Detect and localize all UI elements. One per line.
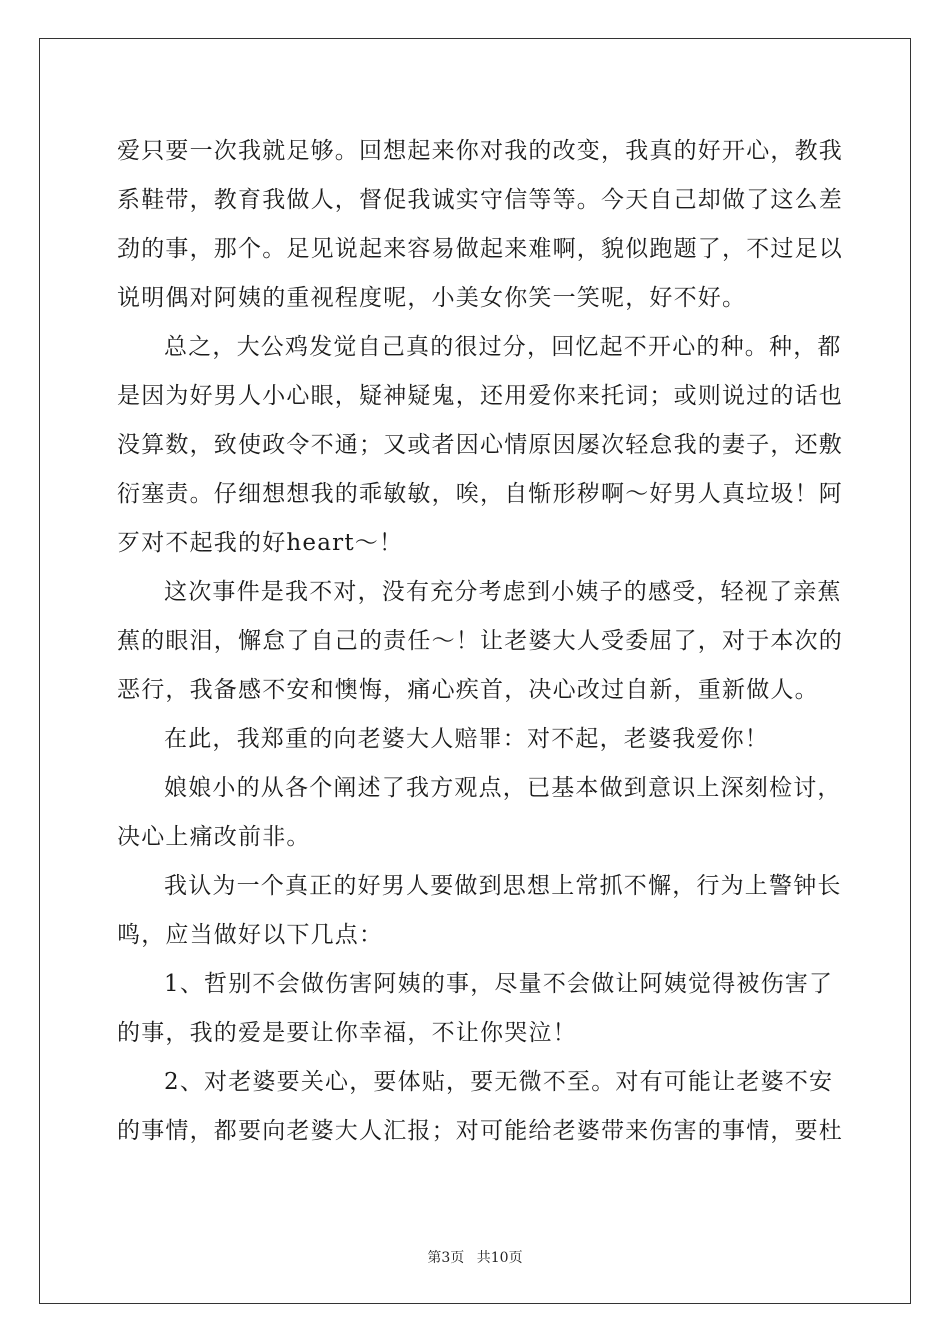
paragraph-first-line: 2、对老婆要关心，要体贴，要无微不至。对有可能让老婆不安 <box>164 1069 834 1095</box>
text-line: 恶行，我备感不安和懊悔，痛心疾首，决心改过自新，重新做人。 <box>117 677 819 703</box>
paragraph-first-line: 娘娘小的从各个阐述了我方观点，已基本做到意识上深刻检讨， <box>164 775 842 801</box>
paragraph-first-line: 这次事件是我不对，没有充分考虑到小姨子的感受，轻视了亲蕉 <box>164 579 842 605</box>
document-body <box>117 127 843 1156</box>
text-line: 的事，我的爱是要让你幸福，不让你哭泣！ <box>117 1020 577 1046</box>
text-line: 爱只要一次我就足够。回想起来你对我的改变，我真的好开心，教我 <box>117 138 843 164</box>
page-footer <box>0 1247 950 1267</box>
text-line: 歹对不起我的好heart～！ <box>117 530 404 556</box>
text-line: 没算数，致使政令不通；又或者因心情原因屡次轻怠我的妻子，还敷 <box>117 432 843 458</box>
text-line: 劲的事，那个。足见说起来容易做起来难啊，貌似跑题了，不过足以 <box>117 236 843 262</box>
paragraph-first-line: 在此，我郑重的向老婆大人赔罪：对不起，老婆我爱你！ <box>164 726 769 752</box>
text-line: 说明偶对阿姨的重视程度呢，小美女你笑一笑呢，好不好。 <box>117 285 747 311</box>
text-line: 系鞋带，教育我做人，督促我诚实守信等等。今天自己却做了这么差 <box>117 187 843 213</box>
paragraph-first-line: 我认为一个真正的好男人要做到思想上常抓不懈，行为上警钟长 <box>164 873 842 899</box>
text-line: 是因为好男人小心眼，疑神疑鬼，还用爱你来托词；或则说过的话也 <box>117 383 843 409</box>
page-total: 共10页 <box>476 1250 523 1266</box>
text-line: 蕉的眼泪，懈怠了自己的责任～！让老婆大人受委屈了，对于本次的 <box>117 628 843 654</box>
text-line: 鸣，应当做好以下几点： <box>117 922 384 948</box>
paragraph-first-line: 总之，大公鸡发觉自己真的很过分，回忆起不开心的种。种，都 <box>164 334 842 360</box>
paragraph-first-line: 1、哲别不会做伤害阿姨的事，尽量不会做让阿姨觉得被伤害了 <box>164 971 834 997</box>
text-line: 衍塞责。仔细想想我的乖敏敏，唉，自惭形秽啊～好男人真垃圾！阿 <box>117 481 843 507</box>
page-number: 第3页 <box>427 1250 465 1266</box>
text-line: 决心上痛改前非。 <box>117 824 311 850</box>
text-line: 的事情，都要向老婆大人汇报；对可能给老婆带来伤害的事情，要杜 <box>117 1118 843 1144</box>
